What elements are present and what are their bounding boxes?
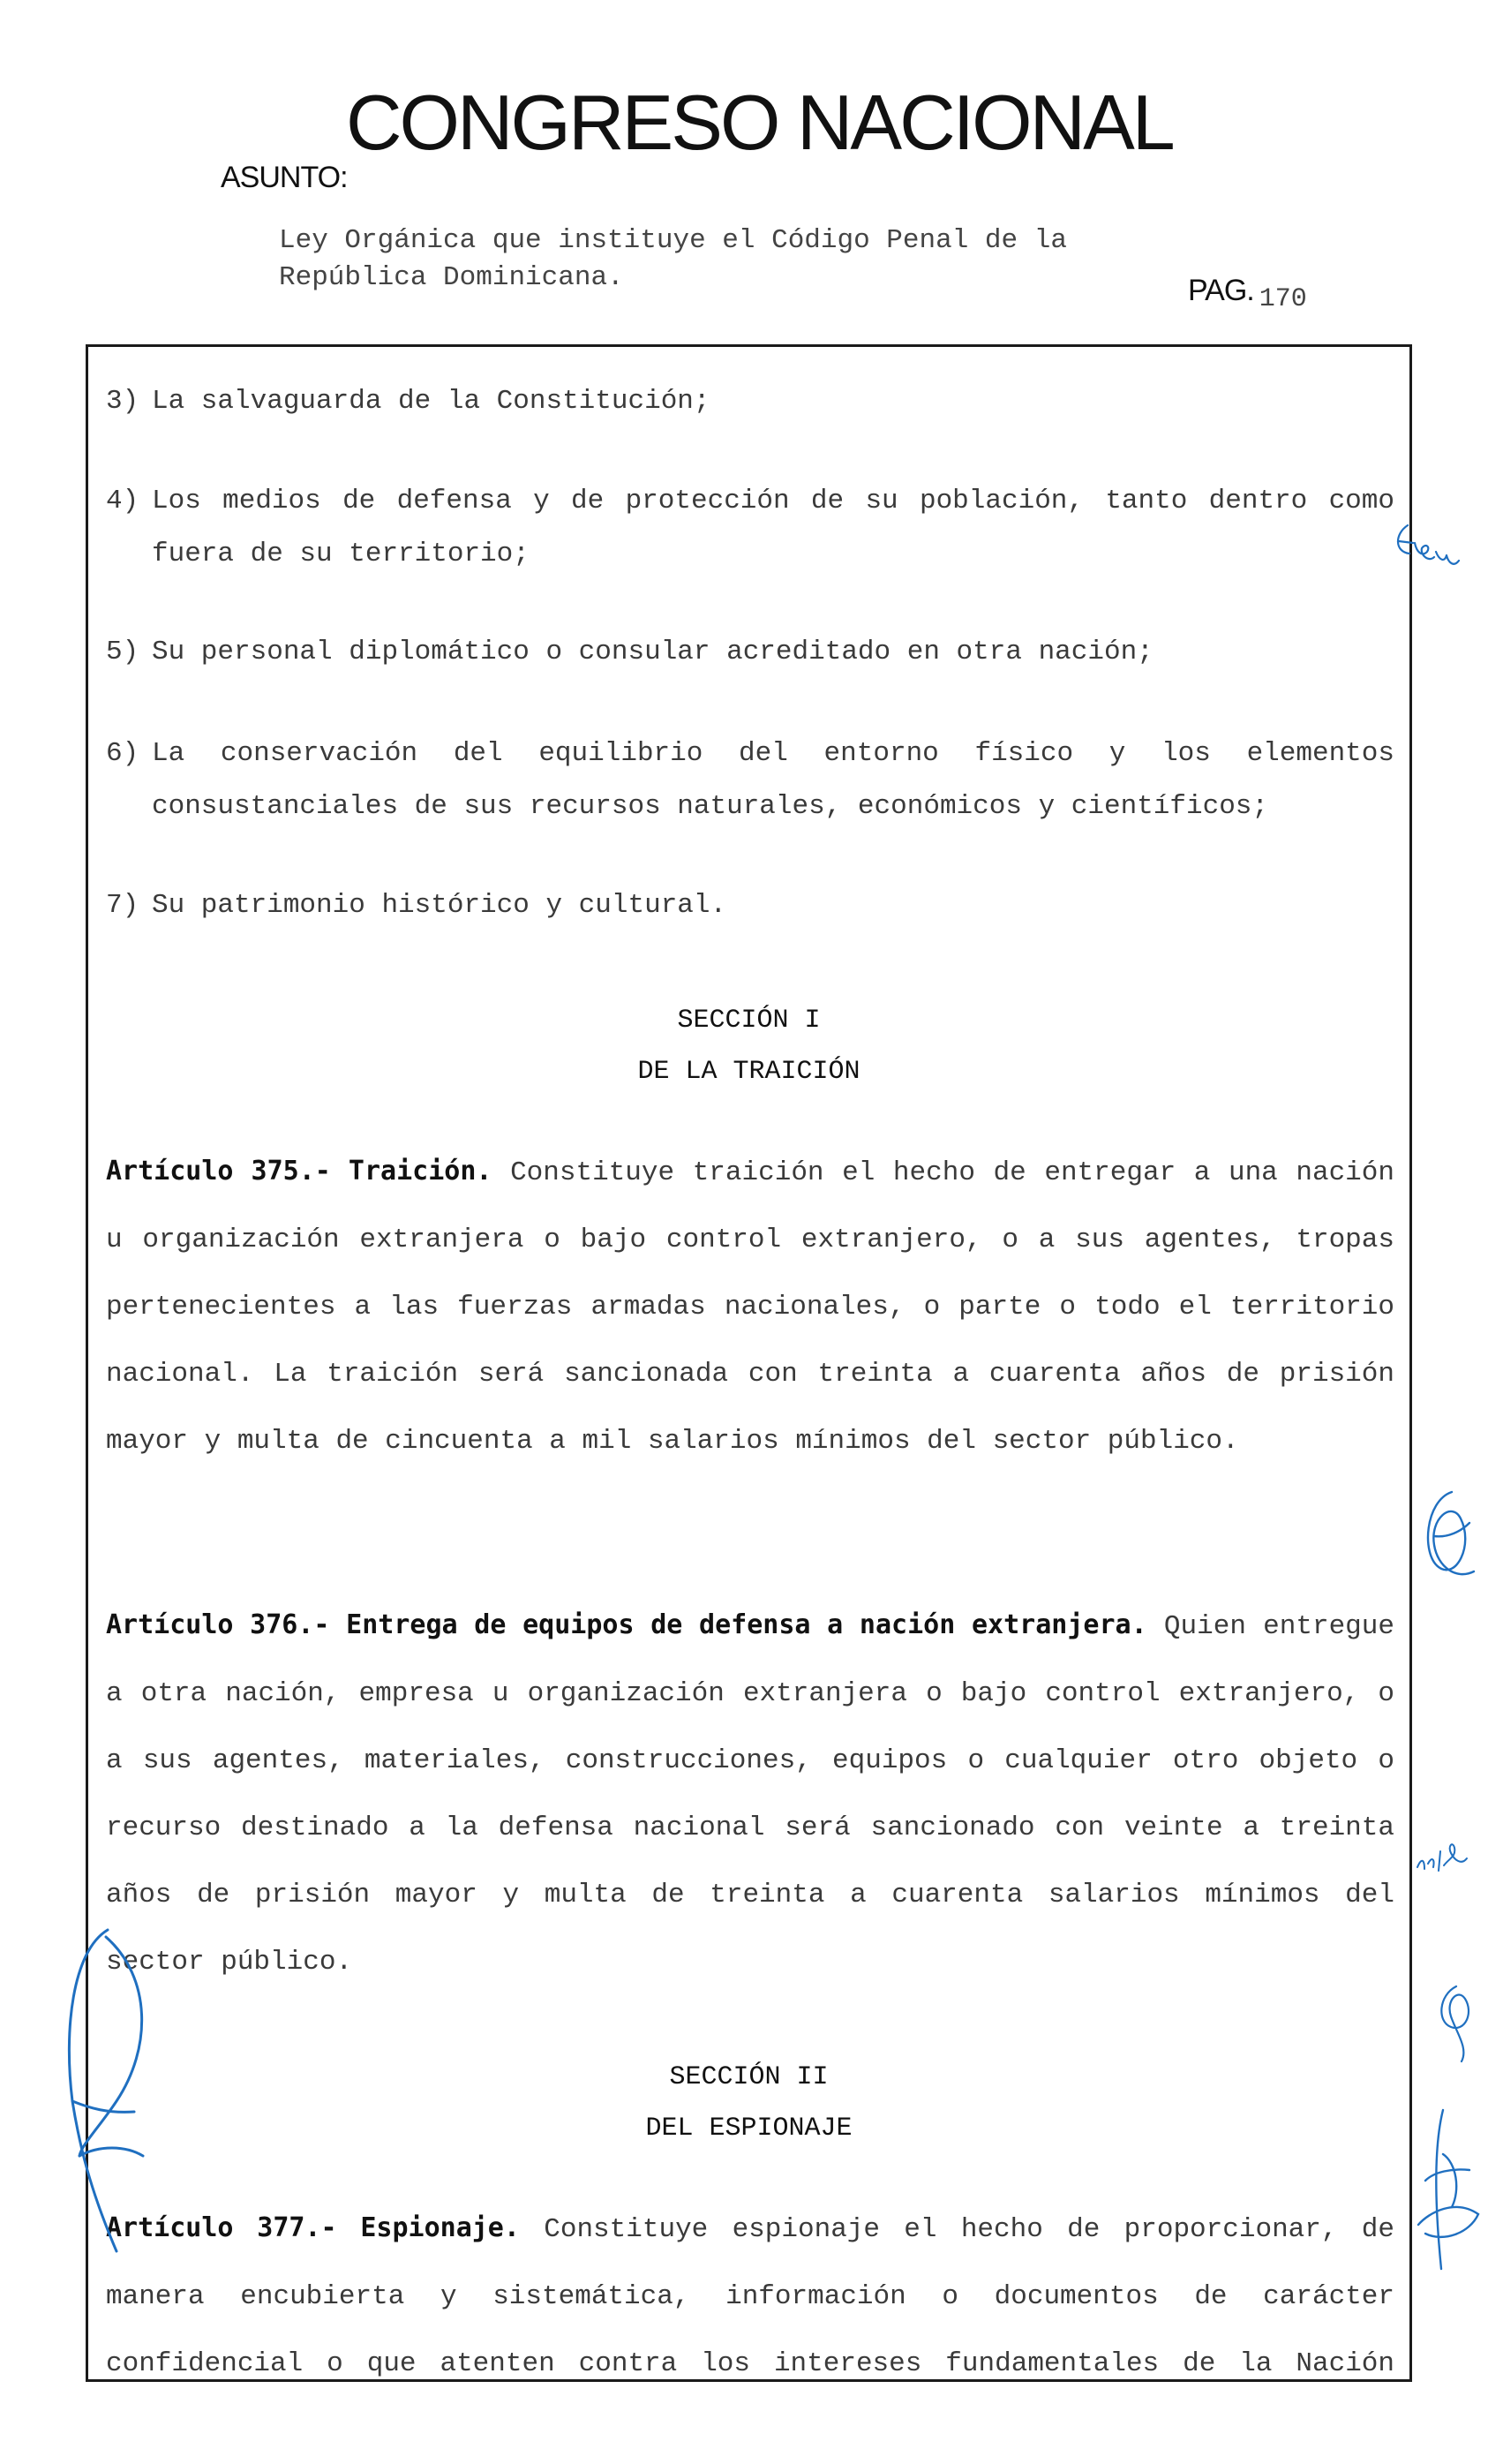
item-number: 4) [106,486,139,516]
congress-title: CONGRESO NACIONAL [346,79,1173,166]
section-title: DE LA TRAICIÓN [637,1057,860,1087]
asunto-label: ASUNTO: [221,161,348,194]
handwritten-initials-4 [1430,1978,1483,2066]
item-number: 6) [106,738,139,769]
list-item [106,475,1394,581]
article-body: Constituye espionaje el hecho de proporcionar, de manera encubierta y sistemática, información o documentos de carácter confidencial o que atenten contra los intereses fundamentales de la Nación [106,2214,1394,2379]
item-text: Su personal diplomático o consular acreditado en otra nación; [152,637,1154,667]
handwritten-signature-right [1408,2101,1487,2278]
page-indicator [1188,274,1307,314]
article-body: Constituye traición el hecho de entregar a una nación u organización extranjera o bajo control extranjero, o a sus agentes, tropas pertenecientes a las fuerzas armadas nacionales, o parte o todo el territorio nacional. La traición será sancionada con treinta a cuarenta años de prisión mayor y multa de cincuenta a mil salarios mínimos del sector público. [106,1157,1394,1457]
item-text: Los medios de defensa y de protección de su población, tanto dentro como fuera de su territorio; [152,486,1394,569]
article-title: Artículo 376.- Entrega de equipos de defensa a nación extranjera. [106,1609,1147,1640]
handwritten-initials-2 [1408,1483,1487,1598]
article-377 [106,2195,1394,2398]
article-376 [106,1592,1394,1996]
section-heading [86,2052,1412,2154]
list-item [106,879,1394,932]
article-title: Artículo 375.- Traición. [106,1156,492,1187]
section-number: SECCIÓN I [677,1006,821,1036]
item-text: Su patrimonio histórico y cultural. [152,890,727,921]
section-heading [86,995,1412,1097]
article-375 [106,1138,1394,1475]
subject-line-2: República Dominicana. [279,262,624,293]
section-number: SECCIÓN II [669,2062,829,2092]
list-item [106,375,1394,428]
item-number: 5) [106,637,139,667]
page-number: 170 [1259,284,1307,314]
item-number: 7) [106,890,139,921]
item-text: La salvaguarda de la Constitución; [152,386,710,417]
item-text: La conservación del equilibrio del entorno físico y los elementos consustanciales de sus recursos naturales, económicos y científicos; [152,738,1394,822]
subject-line-1: Ley Orgánica que instituye el Código Penal de la [279,225,1067,256]
list-item [106,727,1394,833]
section-title: DEL ESPIONAJE [645,2114,853,2144]
article-body: Quien entregue a otra nación, empresa u organización extranjera o bajo control extranjero, o a sus agentes, materiales, construcciones, equipos o cualquier otro objeto o recurso destinado a la defensa nacional será sancionado con veinte a treinta años de prisión mayor y multa de treinta a cuarenta salarios mínimos del sector público. [106,1611,1394,1978]
subject-text [279,222,1067,297]
page-label: PAG. [1188,274,1254,307]
list-item [106,626,1394,679]
item-number: 3) [106,386,139,417]
handwritten-initials-3 [1412,1832,1483,1885]
article-title: Artículo 377.- Espionaje. [106,2212,520,2243]
